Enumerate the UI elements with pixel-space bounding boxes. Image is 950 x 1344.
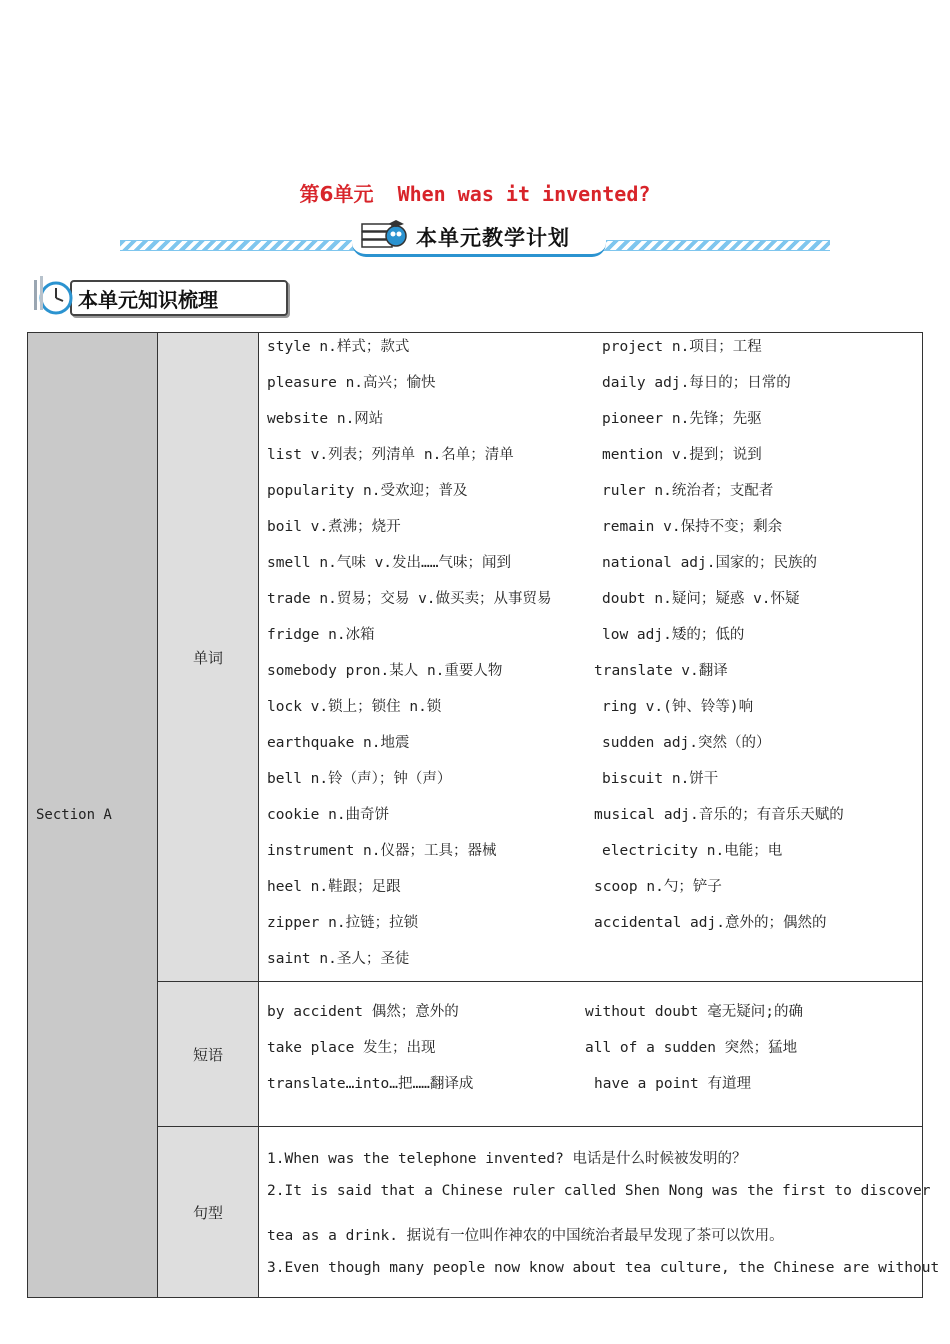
banner-rail-left (120, 240, 356, 251)
list-item (259, 585, 922, 621)
knowledge-table (27, 332, 940, 1298)
vocab-right: project n.项目；工程 (602, 339, 762, 355)
vocab-right: pioneer n.先锋；先驱 (602, 411, 762, 427)
vocab-left: trade n.贸易；交易 v.做买卖；从事贸易 (267, 591, 552, 607)
vocab-right: ruler n.统治者；支配者 (602, 483, 774, 499)
vocab-left: popularity n.受欢迎；普及 (267, 483, 468, 499)
category-phrases: 短语 (158, 982, 259, 1127)
category-vocab: 单词 (158, 333, 259, 982)
clock-icon (30, 274, 76, 316)
vocab-left: pleasure n.高兴；愉快 (267, 375, 436, 391)
phrase-right: without doubt 毫无疑问;的确 (585, 1004, 803, 1020)
sentence-line: 2.It is said that a Chinese ruler called Shen Nong was the first to discover (267, 1183, 931, 1199)
phrase-left: translate…into…把……翻译成 (267, 1076, 474, 1092)
phrase-left: take place 发生；出现 (267, 1040, 436, 1056)
list-item (259, 477, 922, 513)
phrase-list (259, 982, 922, 1126)
list-item (259, 998, 922, 1034)
vocab-left: cookie n.曲奇饼 (267, 807, 390, 823)
list-item (259, 333, 922, 369)
list-item (259, 765, 922, 801)
plan-title: 本单元教学计划 (416, 226, 570, 250)
list-item (259, 1034, 922, 1070)
unit-question: When was it invented? (397, 182, 651, 206)
list-item (259, 1070, 922, 1106)
section-label: Section A (28, 333, 158, 1298)
vocab-left: style n.样式；款式 (267, 339, 410, 355)
vocab-right: doubt n.疑问；疑惑 v.怀疑 (602, 591, 800, 607)
list-item (259, 549, 922, 585)
section-header-label: 本单元知识梳理 (78, 288, 218, 312)
vocab-right: musical adj.音乐的；有音乐天赋的 (594, 807, 844, 823)
vocab-left: heel n.鞋跟；足跟 (267, 879, 401, 895)
vocab-right: electricity n.电能；电 (602, 843, 783, 859)
vocab-left: bell n.铃（声）；钟（声） (267, 771, 452, 787)
sentences-cell (259, 1127, 940, 1298)
books-owl-icon (360, 216, 408, 252)
vocab-right: mention v.提到；说到 (602, 447, 762, 463)
phrase-left: by accident 偶然；意外的 (267, 1004, 459, 1020)
vocab-right: daily adj.每日的；日常的 (602, 375, 791, 391)
vocab-right: sudden adj.突然（的） (602, 735, 771, 751)
category-sentences: 句型 (158, 1127, 259, 1298)
list-item (259, 801, 922, 837)
list-item (259, 369, 922, 405)
list-item (259, 693, 922, 729)
list-item (259, 657, 922, 693)
phrases-cell (259, 982, 923, 1127)
sentence-line: tea as a drink. 据说有一位叫作神农的中国统治者最早发现了茶可以饮用。 (267, 1228, 784, 1244)
vocab-right: national adj.国家的；民族的 (602, 555, 817, 571)
list-item (259, 945, 922, 981)
vocab-right: biscuit n.饼干 (602, 771, 719, 787)
vocab-right: ring v.(钟、铃等)响 (602, 699, 754, 715)
list-item (259, 909, 922, 945)
list-item (259, 621, 922, 657)
plan-banner (120, 214, 830, 258)
list-item (259, 513, 922, 549)
vocab-cell (259, 333, 923, 982)
vocab-left: instrument n.仪器；工具；器械 (267, 843, 497, 859)
vocab-right: remain v.保持不变；剩余 (602, 519, 783, 535)
unit-title (0, 178, 950, 207)
vocab-left: earthquake n.地震 (267, 735, 410, 751)
knowledge-section-header (30, 272, 260, 318)
sentence-line: 3.Even though many people now know about tea culture, the Chinese are without (267, 1260, 940, 1276)
sentence-list (259, 1127, 940, 1297)
unit-number: 第6单元 (299, 182, 374, 206)
vocab-left: lock v.锁上；锁住 n.锁 (267, 699, 442, 715)
list-item (259, 837, 922, 873)
vocab-right: accidental adj.意外的；偶然的 (594, 915, 827, 931)
list-item (259, 441, 922, 477)
vocab-left: website n.网站 (267, 411, 384, 427)
vocab-right: scoop n.勺；铲子 (594, 879, 722, 895)
vocab-left: saint n.圣人；圣徒 (267, 951, 410, 967)
phrase-right: all of a sudden 突然；猛地 (585, 1040, 798, 1056)
list-item (259, 729, 922, 765)
vocab-right: translate v.翻译 (594, 663, 728, 679)
phrase-right: have a point 有道理 (594, 1076, 751, 1092)
vocab-left: smell n.气味 v.发出……气味；闻到 (267, 555, 511, 571)
list-item (259, 873, 922, 909)
vocab-list (259, 333, 922, 981)
vocab-left: fridge n.冰箱 (267, 627, 375, 643)
vocab-left: boil v.煮沸；烧开 (267, 519, 401, 535)
list-item (259, 405, 922, 441)
vocab-left: somebody pron.某人 n.重要人物 (267, 663, 503, 679)
vocab-left: zipper n.拉链；拉锁 (267, 915, 419, 931)
vocab-left: list v.列表；列清单 n.名单；清单 (267, 447, 514, 463)
sentence-line: 1.When was the telephone invented? 电话是什么时候被发明的？ (267, 1151, 747, 1167)
vocab-right: low adj.矮的；低的 (602, 627, 745, 643)
banner-rail-right (602, 240, 830, 251)
